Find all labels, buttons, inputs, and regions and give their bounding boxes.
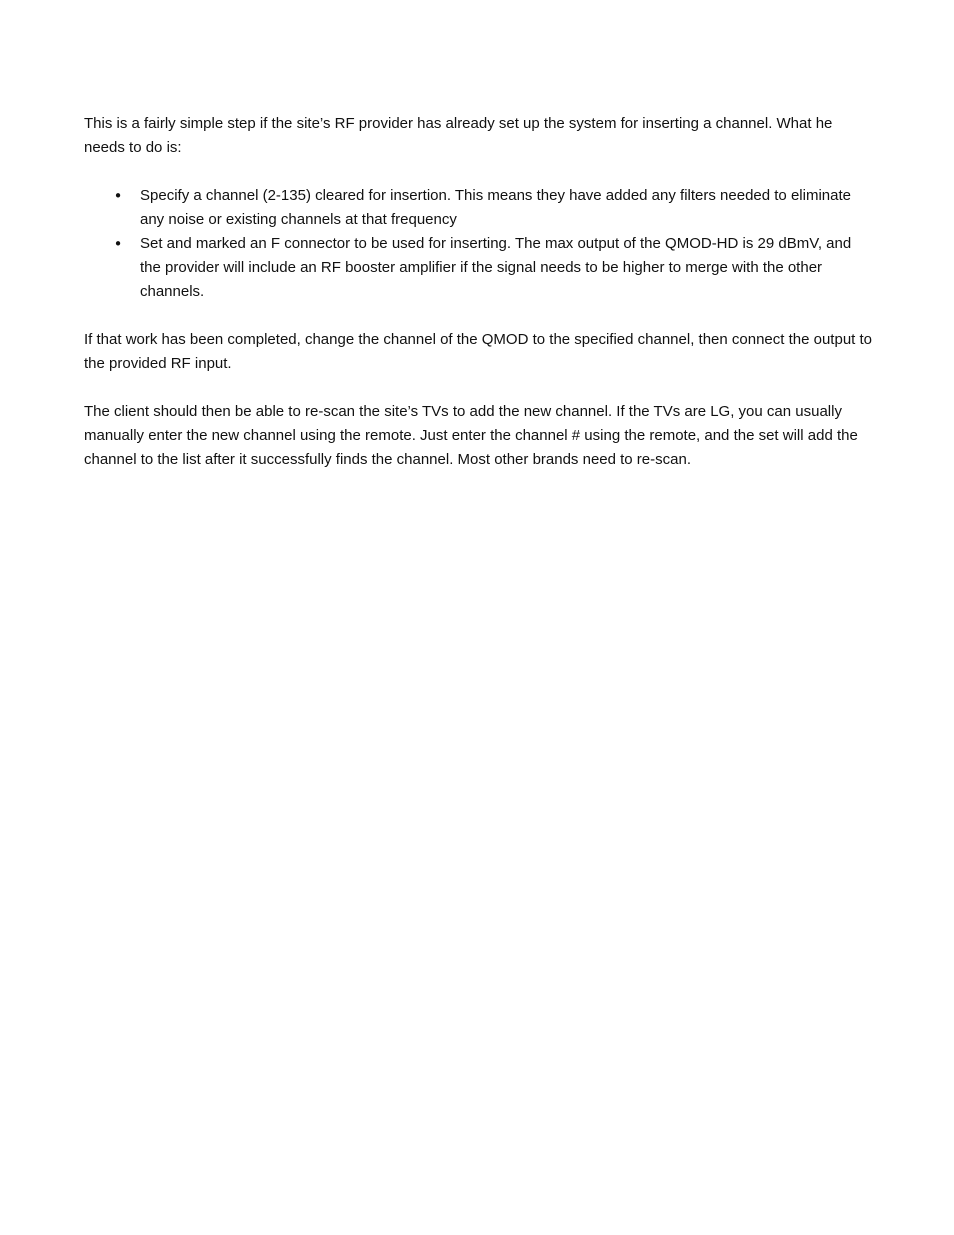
intro-paragraph: This is a fairly simple step if the site’s RF provider has already set up the system for inserting a channel. What he needs to do is: (84, 115, 833, 156)
list-item (84, 232, 876, 304)
list-item-text: Specify a channel (2-135) cleared for insertion. This means they have added any filters needed to eliminate any noise or existing channels at that frequency (140, 187, 851, 228)
list-item-text: Set and marked an F connector to be used for inserting. The max output of the QMOD-HD is 29 dBmV, and the provider will include an RF booster amplifier if the signal needs to be higher to merge with the other channels. (140, 235, 852, 300)
document-body (84, 112, 876, 496)
list-item (84, 184, 876, 232)
bullet-icon: • (113, 187, 123, 205)
bullet-icon: • (113, 235, 123, 253)
completion-paragraph: If that work has been completed, change the channel of the QMOD to the specified channel, then connect the output to the provided RF input. (84, 331, 873, 372)
requirements-list (84, 184, 876, 304)
rescan-paragraph: The client should then be able to re-scan the site’s TVs to add the new channel. If the TVs are LG, you can usually manually enter the new channel using the remote. Just enter the channel # using the remote, and the set will add the channel to the list after it successfully finds the channel. Most other brands need to re-scan. (84, 403, 858, 468)
